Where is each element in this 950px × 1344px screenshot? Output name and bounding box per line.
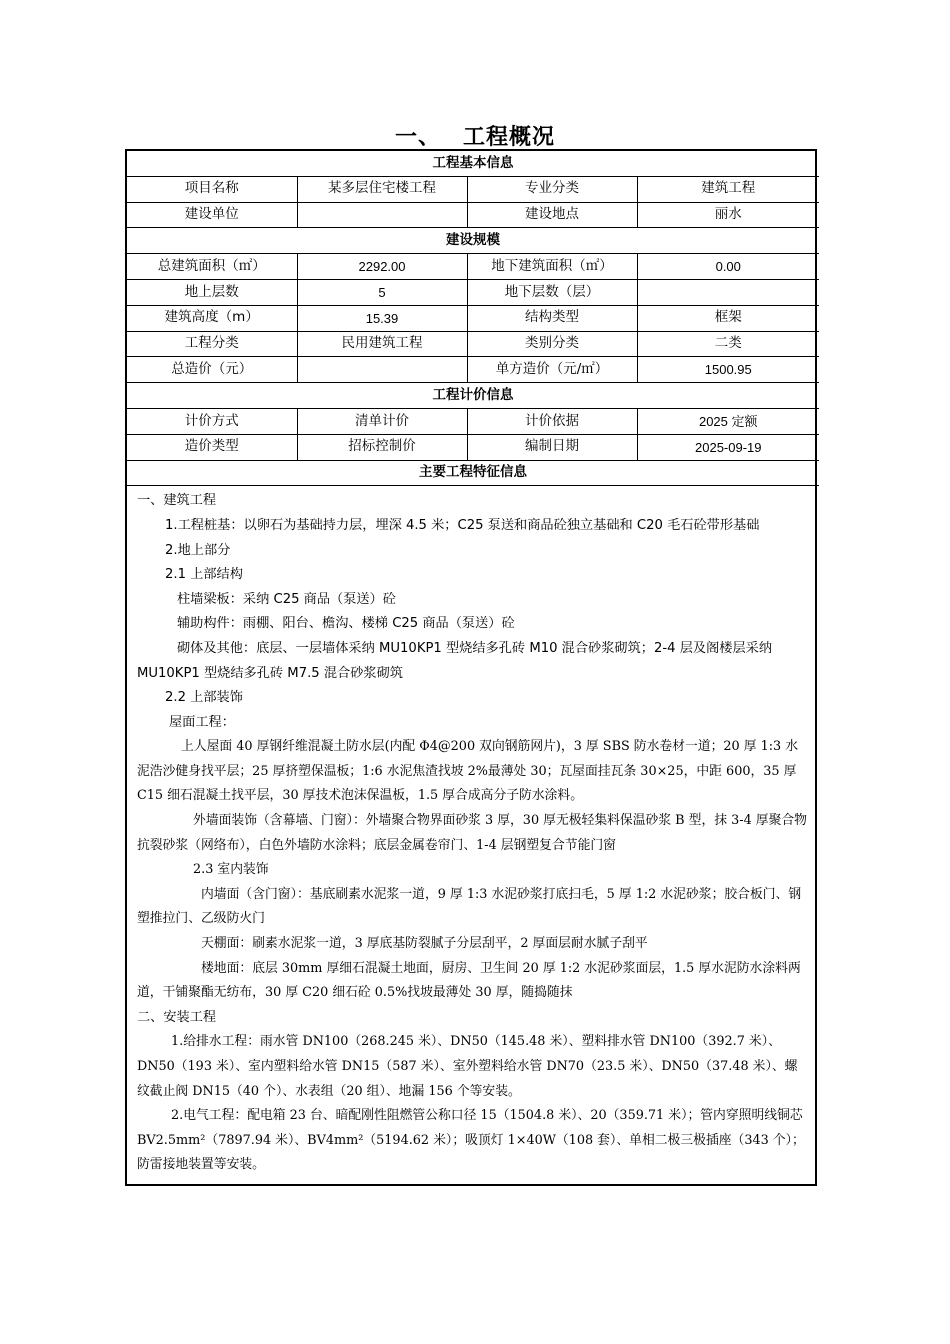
feature-paragraph: 1.给排水工程：雨水管 DN100（268.245 米）、DN50（145.48 米）、塑料排水管 DN100（392.7 米）、DN50（193 米）、室内塑料给水管 DN15（587 米）、室外塑料给水管 DN70（23.5 米）、DN50（37.48 米）、螺纹截止阀 DN15（40 个）、水表组（20 组）、地漏 156 个等安装。 (137, 1034, 798, 1099)
section-row (127, 460, 819, 486)
value-category: 二类 (637, 331, 819, 357)
value-compile-date: 2025-09-19 (637, 434, 819, 460)
feature-description (127, 486, 815, 1178)
value-underground-area: 0.00 (637, 254, 819, 280)
table-row (127, 408, 819, 434)
label-floors-above: 地上层数 (127, 279, 297, 305)
heading-installation-works: 二、安装工程 (137, 1009, 217, 1025)
label-discipline: 专业分类 (467, 176, 637, 202)
feature-paragraph: 柱墙梁板：采纳 C25 商品（泵送）砼 (177, 591, 396, 607)
page-title-number: 一、 (394, 125, 441, 150)
feature-paragraph: 屋面工程： (169, 714, 235, 730)
value-developer (297, 202, 467, 228)
value-total-cost (297, 357, 467, 383)
section-basic-info: 工程基本信息 (127, 151, 819, 176)
feature-paragraph: 辅助构件：雨棚、阳台、檐沟、楼梯 C25 商品（泵送）砼 (177, 616, 515, 632)
feature-paragraph: 内墙面（含门窗）：基底刷素水泥浆一道，9 厚 1:3 水泥砂浆打底扫毛，5 厚 1:2 水泥砂浆；胶合板门、钢塑推拉门、乙级防火门 (137, 886, 802, 927)
page-title (0, 120, 950, 151)
heading-building-works: 一、建筑工程 (137, 493, 217, 509)
value-floors-above: 5 (297, 279, 467, 305)
label-project-class: 工程分类 (127, 331, 297, 357)
value-pricing-method: 清单计价 (297, 408, 467, 434)
value-structure-type: 框架 (637, 305, 819, 331)
section-scale: 建设规模 (127, 228, 819, 254)
label-total-cost: 总造价（元） (127, 357, 297, 383)
feature-paragraph: 砌体及其他：底层、一层墙体采纳 MU10KP1 型烧结多孔砖 M10 混合砂浆砌筑；2-4 层及阁楼层采纳 MU10KP1 型烧结多孔砖 M7.5 混合砂浆砌筑 (137, 640, 773, 681)
page-title-text: 工程概况 (463, 125, 556, 150)
value-height: 15.39 (297, 305, 467, 331)
feature-paragraph: 2.电气工程：配电箱 23 台、暗配刚性阻燃管公称口径 15（1504.8 米）、20（359.71 米）；管内穿照明线铜芯 BV2.5mm²（7897.94 米）、BV4mm²（5194.62 米）；吸顶灯 1×40W（108 套）、单相二极三极插座（343 个）；防雷接地装置等安装。 (137, 1108, 805, 1173)
label-category: 类别分类 (467, 331, 637, 357)
label-pricing-basis: 计价依据 (467, 408, 637, 434)
label-developer: 建设单位 (127, 202, 297, 228)
value-location: 丽水 (637, 202, 819, 228)
label-underground-area: 地下建筑面积（㎡） (467, 254, 637, 280)
overview-sheet (125, 149, 817, 1186)
table-row (127, 202, 819, 228)
value-discipline: 建筑工程 (637, 176, 819, 202)
label-structure-type: 结构类型 (467, 305, 637, 331)
table-row (127, 434, 819, 460)
label-height: 建筑高度（m） (127, 305, 297, 331)
value-pricing-basis: 2025 定额 (637, 408, 819, 434)
feature-paragraph: 2.地上部分 (165, 542, 231, 558)
label-unit-cost: 单方造价（元/㎡） (467, 357, 637, 383)
section-pricing: 工程计价信息 (127, 383, 819, 409)
section-row (127, 383, 819, 409)
label-floors-below: 地下层数（层） (467, 279, 637, 305)
label-pricing-method: 计价方式 (127, 408, 297, 434)
feature-paragraph: 2.2 上部装饰 (165, 690, 243, 706)
feature-paragraph: 2.3 室内装饰 (193, 862, 269, 878)
value-project-class: 民用建筑工程 (297, 331, 467, 357)
section-row (127, 151, 819, 176)
label-total-area: 总建筑面积（㎡） (127, 254, 297, 280)
value-project-name: 某多层住宅楼工程 (297, 176, 467, 202)
label-compile-date: 编制日期 (467, 434, 637, 460)
label-project-name: 项目名称 (127, 176, 297, 202)
table-row (127, 331, 819, 357)
feature-paragraph: 2.1 上部结构 (165, 567, 243, 583)
label-cost-type: 造价类型 (127, 434, 297, 460)
table-row (127, 176, 819, 202)
value-total-area: 2292.00 (297, 254, 467, 280)
overview-table (127, 151, 819, 486)
feature-paragraph: 楼地面：底层 30mm 厚细石混凝土地面，厨房、卫生间 20 厚 1:2 水泥砂浆面层，1.5 厚水泥防水涂料两道，干铺聚酯无纺布，30 厚 C20 细石砼 0.5%找坡最薄处 30 厚，随捣随抹 (137, 960, 801, 1001)
label-location: 建设地点 (467, 202, 637, 228)
table-row (127, 254, 819, 280)
table-row (127, 357, 819, 383)
feature-paragraph: 外墙面装饰（含幕墙、门窗）：外墙聚合物界面砂浆 3 厚，30 厚无极轻集料保温砂浆 B 型，抹 3-4 厚聚合物抗裂砂浆（网络布），白色外墙防水涂料；底层金属卷帘门、1-4 层钢塑复合节能门窗 (137, 813, 807, 853)
value-cost-type: 招标控制价 (297, 434, 467, 460)
feature-paragraph: 1.工程桩基：以卵石为基础持力层，埋深 4.5 米；C25 泵送和商品砼独立基础和 C20 毛石砼带形基础 (165, 517, 760, 533)
value-floors-below (637, 279, 819, 305)
section-row (127, 228, 819, 254)
table-row (127, 279, 819, 305)
section-features: 主要工程特征信息 (127, 460, 819, 486)
feature-paragraph: 天棚面：刷素水泥浆一道，3 厚底基防裂腻子分层刮平，2 厚面层耐水腻子刮平 (201, 936, 648, 952)
table-row (127, 305, 819, 331)
value-unit-cost: 1500.95 (637, 357, 819, 383)
feature-paragraph: 上人屋面 40 厚钢纤维混凝土防水层(内配 Φ4@200 双向钢筋网片)，3 厚 SBS 防水卷材一道；20 厚 1:3 水泥浩沙健身找平层；25 厚挤塑保温板；1:6 水泥焦渣找坡 2%最薄处 30；瓦屋面挂瓦条 30×25，中距 600，35 厚 C15 细石混凝土找平层，30 厚技术泡沫保温板，1.5 厚合成高分子防水涂料。 (137, 739, 799, 804)
